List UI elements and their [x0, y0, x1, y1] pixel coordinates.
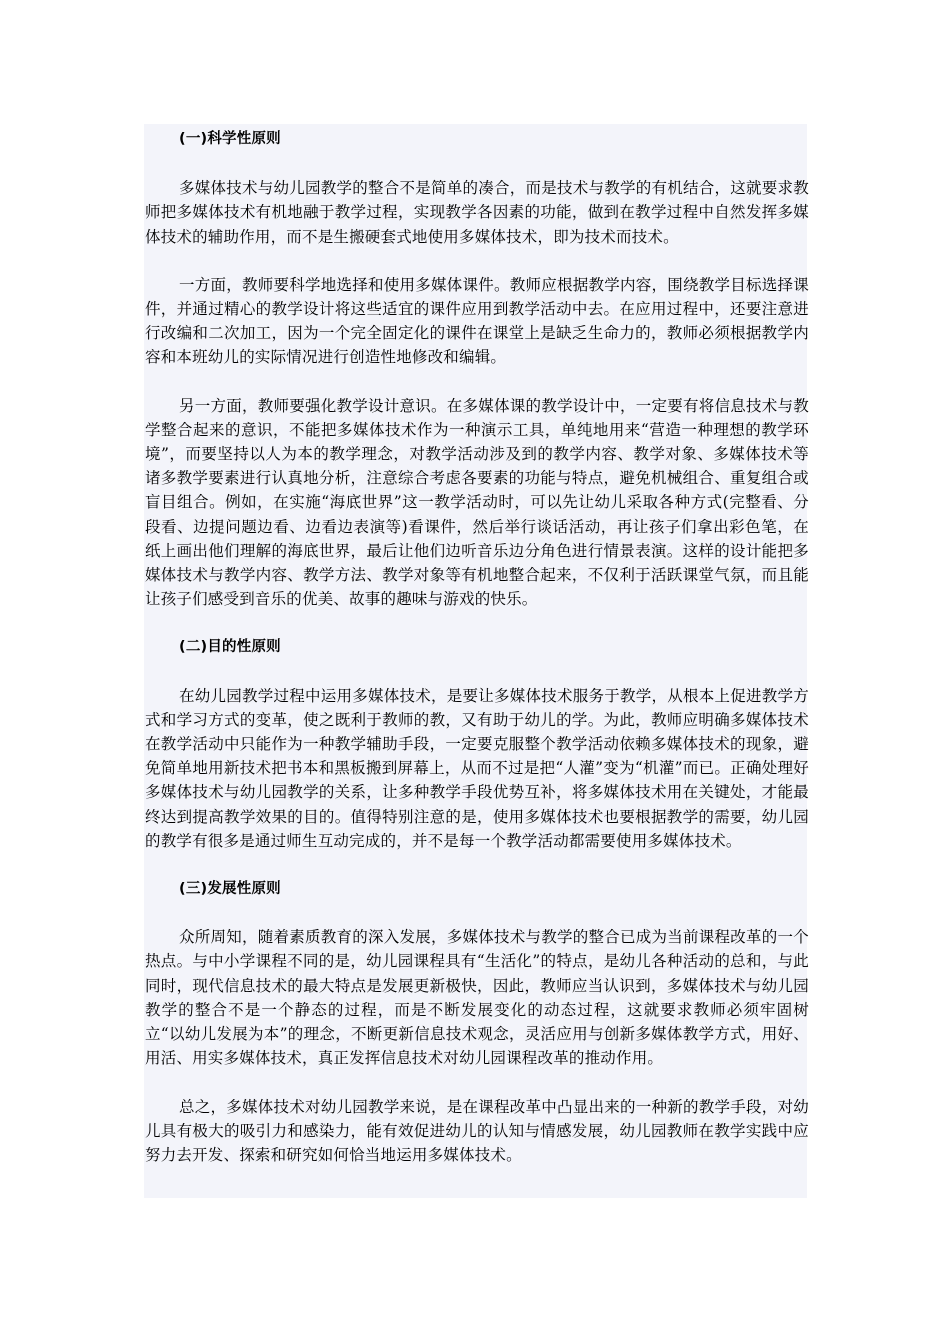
article-body	[145, 124, 809, 1167]
paragraph: 总之，多媒体技术对幼儿园教学来说，是在课程改革中凸显出来的一种新的教学手段，对幼儿具有极大的吸引力和感染力，能有效促进幼儿的认知与情感发展，幼儿园教师在教学实践中应努力去开发、探索和研究如何恰当地运用多媒体技术。	[145, 1097, 809, 1164]
paragraph: 多媒体技术与幼儿园教学的整合不是简单的凑合，而是技术与教学的有机结合，这就要求教师把多媒体技术有机地融于教学过程，实现教学各因素的功能，做到在教学过程中自然发挥多媒体技术的辅助作用，而不是生搬硬套式地使用多媒体技术，即为技术而技术。	[145, 179, 809, 246]
section-heading-purpose: (二)目的性原则	[179, 639, 281, 656]
section-heading-development: (三)发展性原则	[179, 881, 281, 898]
paragraph: 在幼儿园教学过程中运用多媒体技术，是要让多媒体技术服务于教学，从根本上促进教学方式和学习方式的变革，使之既利于教师的教，又有助于幼儿的学。为此，教师应明确多媒体技术在教学活动中只能作为一种教学辅助手段，一定要克服整个教学活动依赖多媒体技术的现象，避免简单地用新技术把书本和黑板搬到屏幕上，从而不过是把“人灌”变为“机灌”而已。正确处理好多媒体技术与幼儿园教学的关系，让多种教学手段优势互补，将多媒体技术用在关键处，才能最终达到提高教学效果的目的。值得特别注意的是，使用多媒体技术也要根据教学的需要，幼儿园的教学有很多是通过师生互动完成的，并不是每一个教学活动都需要使用多媒体技术。	[145, 686, 809, 850]
section-heading-scientific: (一)科学性原则	[179, 131, 281, 147]
paragraph: 一方面，教师要科学地选择和使用多媒体课件。教师应根据教学内容，围绕教学目标选择课件，并通过精心的教学设计将这些适宜的课件应用到教学活动中去。在应用过程中，还要注意进行改编和二次加工，因为一个完全固定化的课件在课堂上是缺乏生命力的，教师必须根据教学内容和本班幼儿的实际情况进行创造性地修改和编辑。	[145, 275, 809, 367]
paragraph: 另一方面，教师要强化教学设计意识。在多媒体课的教学设计中，一定要有将信息技术与教学整合起来的意识，不能把多媒体技术作为一种演示工具，单纯地用来“营造一种理想的教学环境”，而要坚持以人为本的教学理念，对教学活动涉及到的教学内容、教学对象、多媒体技术等诸多教学要素进行认真地分析，注意综合考虑各要素的功能与特点，避免机械组合、重复组合或盲目组合。例如，在实施“海底世界”这一教学活动时，可以先让幼儿采取各种方式(完整看、分段看、边提问题边看、边看边表演等)看课件，然后举行谈话活动，再让孩子们拿出彩色笔，在纸上画出他们理解的海底世界，最后让他们边听音乐边分角色进行情景表演。这样的设计能把多媒体技术与教学内容、教学方法、教学对象等有机地整合起来，不仅利于活跃课堂气氛，而且能让孩子们感受到音乐的优美、故事的趣味与游戏的快乐。	[145, 396, 809, 609]
paragraph: 众所周知，随着素质教育的深入发展，多媒体技术与教学的整合已成为当前课程改革的一个热点。与中小学课程不同的是，幼儿园课程具有“生活化”的特点，是幼儿各种活动的总和，与此同时，现代信息技术的最大特点是发展更新极快，因此，教师应当认识到，多媒体技术与幼儿园教学的整合不是一个静态的过程，而是不断发展变化的动态过程，这就要求教师必须牢固树立“以幼儿发展为本”的理念，不断更新信息技术观念，灵活应用与创新多媒体教学方式，用好、用活、用实多媒体技术，真正发挥信息技术对幼儿园课程改革的推动作用。	[145, 928, 809, 1068]
